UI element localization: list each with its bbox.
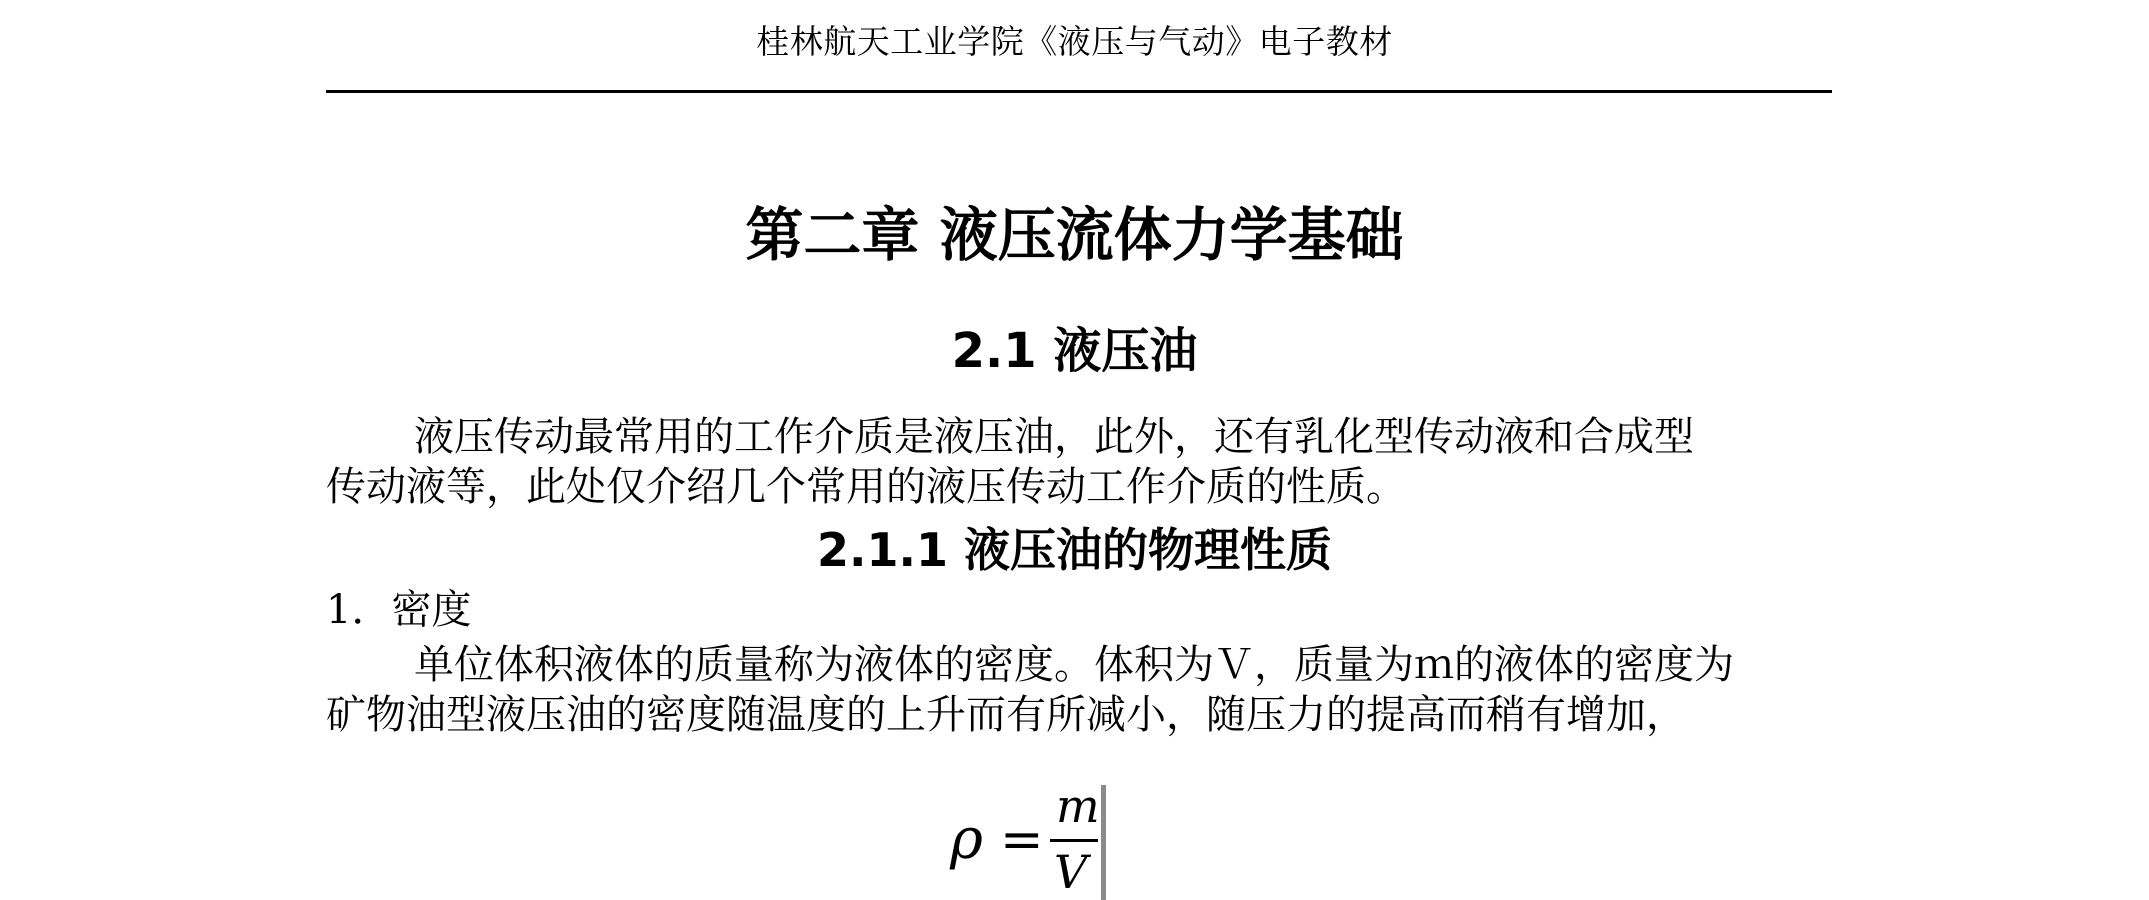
paragraph-line: 液压传动最常用的工作介质是液压油，此外，还有乳化型传动液和合成型 [414,414,1694,460]
density-paragraph [326,640,1832,740]
intro-paragraph [326,412,1832,512]
subsection-title: 2.1.1 液压油的物理性质 [817,523,1332,577]
formula-numerator: m [1056,779,1100,833]
header-rule [326,90,1832,93]
section-title: 2.1 液压油 [951,323,1198,379]
list-item-label: 1．密度 [326,587,472,633]
text-cursor [1101,785,1106,900]
chapter-title: 第二章 液压流体力学基础 [745,201,1404,269]
formula-equals: = [1000,810,1044,870]
paragraph-line: 传动液等，此处仅介绍几个常用的液压传动工作介质的性质。 [326,464,1406,510]
formula-rho: ρ [950,807,983,872]
paragraph-line: 矿物油型液压油的密度随温度的上升而有所减小，随压力的提高而稍有增加， [326,692,1686,738]
running-header: 桂林航天工业学院《液压与气动》电子教材 [756,22,1393,61]
fraction-bar [1050,839,1098,842]
density-formula [950,779,1110,900]
formula-denominator: V [1054,845,1088,899]
paragraph-line: 单位体积液体的质量称为液体的密度。体积为Ｖ，质量为ｍ的液体的密度为 [414,642,1734,688]
